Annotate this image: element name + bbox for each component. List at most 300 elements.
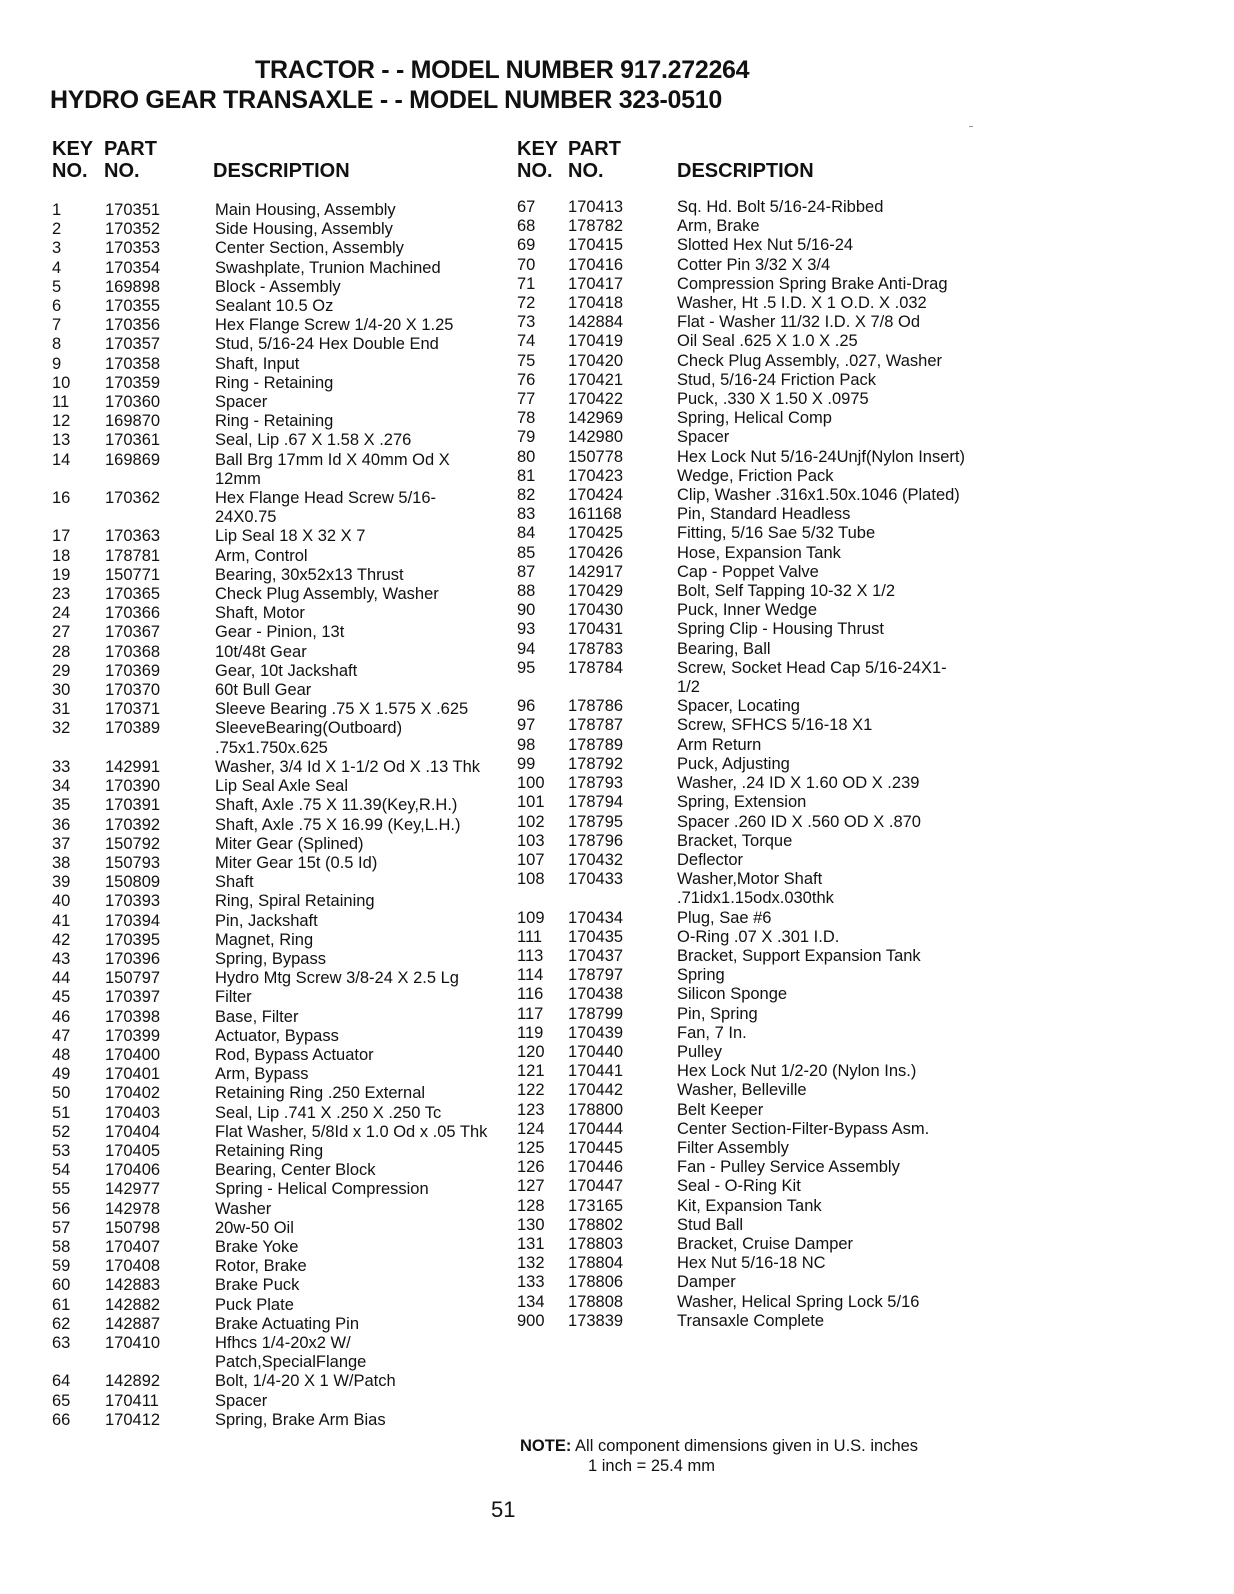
part-no: 173839	[568, 1311, 624, 1330]
table-row	[52, 1257, 497, 1276]
key-no: 123	[517, 1100, 545, 1119]
part-no: 142978	[105, 1199, 161, 1218]
part-description: Hose, Expansion Tank	[677, 543, 841, 562]
note-conversion: 1 inch = 25.4 mm	[588, 1456, 716, 1475]
part-no: 170439	[568, 1023, 624, 1042]
key-no: 10	[52, 373, 71, 392]
table-row	[517, 640, 965, 659]
part-description: Fan - Pulley Service Assembly	[677, 1158, 900, 1177]
key-no: 47	[52, 1026, 71, 1045]
part-no: 170393	[105, 892, 161, 911]
key-no: 46	[52, 1007, 71, 1026]
part-description: Check Plug Assembly, Washer	[215, 585, 439, 604]
part-no: 170420	[568, 351, 624, 370]
part-no: 170441	[568, 1062, 624, 1081]
part-description: Miter Gear 15t (0.5 Id)	[215, 853, 378, 872]
key-no: 51	[52, 1103, 71, 1122]
key-no: 57	[52, 1218, 71, 1237]
key-no: 5	[52, 277, 62, 296]
part-no: 150798	[105, 1218, 161, 1237]
key-no: 81	[517, 466, 536, 485]
part-no: 170422	[568, 390, 624, 409]
key-no: 11	[52, 393, 70, 412]
table-row	[517, 1120, 965, 1139]
part-description: Flat - Washer 11/32 I.D. X 7/8 Od	[677, 313, 921, 332]
key-no: 59	[52, 1257, 71, 1276]
table-row	[52, 585, 497, 604]
part-description: Hex Lock Nut 1/2-20 (Nylon Ins.)	[677, 1062, 917, 1081]
header-description: DESCRIPTION	[213, 160, 350, 182]
key-no: 50	[52, 1084, 71, 1103]
part-description: Bracket, Torque	[677, 831, 793, 850]
table-row	[517, 620, 965, 639]
table-row	[52, 335, 497, 354]
part-no: 170389	[105, 719, 161, 738]
key-no: 13	[52, 431, 71, 450]
key-no: 64	[52, 1372, 71, 1391]
part-description: Bearing, Center Block	[215, 1161, 376, 1180]
table-row	[52, 1296, 497, 1315]
part-no: 142991	[105, 757, 161, 776]
key-no: 79	[517, 428, 536, 447]
table-row	[517, 1043, 965, 1062]
part-description: Ring - Retaining	[215, 373, 334, 392]
table-row	[517, 659, 965, 697]
part-no: 170413	[568, 198, 624, 216]
part-description: Screw, Socket Head Cap 5/16-24X1-1/2	[677, 658, 947, 697]
part-description: Hex Lock Nut 5/16-24Unjf(Nylon Insert)	[677, 447, 965, 466]
table-row	[52, 1046, 497, 1065]
part-description: Gear, 10t Jackshaft	[215, 661, 358, 680]
part-description: Retaining Ring	[215, 1141, 324, 1160]
part-description: Belt Keeper	[677, 1100, 764, 1119]
part-no: 170354	[105, 258, 161, 277]
part-no: 170368	[105, 642, 161, 661]
key-no: 134	[517, 1292, 545, 1311]
table-row	[517, 1101, 965, 1120]
header-description: DESCRIPTION	[677, 160, 814, 182]
table-row	[52, 758, 497, 777]
part-no: 170438	[568, 985, 624, 1004]
part-no: 170442	[568, 1081, 624, 1100]
part-description: 60t Bull Gear	[215, 681, 312, 700]
part-no: 170392	[105, 815, 161, 834]
table-row	[517, 755, 965, 774]
part-description: Spacer	[677, 428, 730, 447]
part-description: Plug, Sae #6	[677, 908, 772, 927]
table-row	[52, 201, 497, 220]
table-row	[517, 1254, 965, 1273]
key-no: 28	[52, 642, 71, 661]
key-no: 8	[52, 335, 62, 354]
part-no: 178792	[568, 754, 624, 773]
part-no: 170440	[568, 1042, 624, 1061]
part-no: 178789	[568, 735, 624, 754]
part-no: 170424	[568, 486, 624, 505]
key-no: 87	[517, 562, 536, 581]
part-description: Seal, Lip .741 X .250 X .250 Tc	[215, 1103, 442, 1122]
part-description: Deflector	[677, 850, 744, 869]
table-row	[517, 909, 965, 928]
part-no: 142977	[105, 1180, 161, 1199]
part-description: Filter	[215, 988, 252, 1007]
key-no: 45	[52, 988, 71, 1007]
key-no: 77	[517, 390, 536, 409]
table-row	[517, 371, 965, 390]
key-no: 101	[517, 793, 545, 812]
key-no: 122	[517, 1081, 545, 1100]
table-row	[517, 851, 965, 870]
part-description: Bolt, Self Tapping 10-32 X 1/2	[677, 582, 896, 601]
part-description: Block - Assembly	[215, 277, 341, 296]
table-row	[52, 547, 497, 566]
part-description: Pin, Standard Headless	[677, 505, 851, 524]
table-row	[517, 428, 965, 447]
table-row	[517, 544, 965, 563]
table-row	[52, 816, 497, 835]
part-description: Puck, Adjusting	[677, 754, 790, 773]
key-no: 120	[517, 1042, 545, 1061]
part-description: Spring, Extension	[677, 793, 807, 812]
part-no: 150792	[105, 834, 161, 853]
table-row	[52, 623, 497, 642]
table-row	[52, 950, 497, 969]
table-row	[52, 912, 497, 931]
table-row	[52, 1411, 497, 1430]
part-no: 170397	[105, 988, 161, 1007]
table-row	[52, 643, 497, 662]
part-description: Magnet, Ring	[215, 930, 314, 949]
part-no: 170359	[105, 373, 161, 392]
key-no: 4	[52, 258, 62, 277]
part-no: 170444	[568, 1119, 624, 1138]
part-description: Bracket, Cruise Damper	[677, 1234, 854, 1253]
part-no: 170425	[568, 524, 624, 543]
part-no: 170411	[105, 1391, 159, 1410]
part-no: 170399	[105, 1026, 161, 1045]
part-description: Stud, 5/16-24 Friction Pack	[677, 370, 877, 389]
note-text: All component dimensions given in U.S. inches	[575, 1437, 919, 1455]
key-no: 55	[52, 1180, 71, 1199]
key-no: 99	[517, 754, 536, 773]
table-row	[52, 297, 497, 316]
part-no: 142980	[568, 428, 624, 447]
key-no: 85	[517, 543, 536, 562]
part-description: Flat Washer, 5/8Id x 1.0 Od x .05 Thk	[215, 1122, 488, 1141]
table-row	[517, 928, 965, 947]
part-description: Washer	[215, 1199, 272, 1218]
key-no: 2	[52, 220, 62, 239]
key-no: 60	[52, 1276, 71, 1295]
table-row	[52, 604, 497, 623]
part-no: 170406	[105, 1161, 161, 1180]
part-no: 170391	[105, 796, 161, 815]
parts-list-right	[517, 198, 965, 1331]
table-row	[517, 1312, 965, 1331]
part-no: 142887	[105, 1314, 161, 1333]
table-row	[517, 409, 965, 428]
part-description: Spacer	[215, 393, 268, 412]
part-description: Spring, Brake Arm Bias	[215, 1410, 386, 1429]
part-no: 170410	[105, 1333, 161, 1352]
key-no: 113	[517, 946, 544, 965]
table-row	[517, 563, 965, 582]
key-no: 41	[52, 911, 71, 930]
table-row	[52, 278, 497, 297]
table-row	[52, 1008, 497, 1027]
table-row	[517, 1216, 965, 1235]
table-row	[517, 524, 965, 543]
key-no: 117	[517, 1004, 544, 1023]
part-description: Spring, Helical Comp	[677, 409, 832, 428]
part-description: Damper	[677, 1273, 736, 1292]
key-no: 75	[517, 351, 536, 370]
table-row	[52, 393, 497, 412]
key-no: 68	[517, 217, 536, 236]
part-description: Pin, Spring	[677, 1004, 758, 1023]
table-row	[517, 601, 965, 620]
table-row	[517, 313, 965, 332]
part-no: 170423	[568, 466, 624, 485]
part-description: Compression Spring Brake Anti-Drag	[677, 274, 948, 293]
table-row	[52, 1161, 497, 1180]
part-description: Arm, Brake	[677, 217, 760, 236]
table-row	[52, 566, 497, 585]
key-no: 35	[52, 796, 71, 815]
key-no: 83	[517, 505, 536, 524]
part-no: 170418	[568, 294, 624, 313]
part-description: Bearing, Ball	[677, 639, 771, 658]
part-description: Washer, .24 ID X 1.60 OD X .239	[677, 774, 920, 793]
part-description: Shaft, Axle .75 X 11.39(Key,R.H.)	[215, 796, 458, 815]
key-no: 9	[52, 354, 62, 373]
part-description: Transaxle Complete	[677, 1311, 825, 1330]
key-no: 126	[517, 1158, 545, 1177]
key-no: 31	[52, 700, 71, 719]
part-no: 170390	[105, 777, 161, 796]
key-no: 103	[517, 831, 545, 850]
part-description: Ball Brg 17mm Id X 40mm Od X 12mm	[215, 450, 450, 488]
part-no: 170402	[105, 1084, 161, 1103]
part-description: Brake Puck	[215, 1276, 300, 1295]
part-no: 178794	[568, 793, 624, 812]
part-no: 170407	[105, 1237, 161, 1256]
part-description: Silicon Sponge	[677, 985, 788, 1004]
part-description: Slotted Hex Nut 5/16-24	[677, 236, 854, 255]
part-description: Hex Nut 5/16-18 NC	[677, 1254, 826, 1273]
key-no: 119	[517, 1023, 544, 1042]
part-no: 170369	[105, 661, 161, 680]
part-no: 150809	[105, 873, 161, 892]
table-row	[52, 489, 497, 527]
part-description: Spacer .260 ID X .560 OD X .870	[677, 812, 921, 831]
key-no: 90	[517, 601, 536, 620]
part-no: 170394	[105, 911, 161, 930]
header-key-no: KEY NO.	[52, 138, 94, 182]
key-no: 37	[52, 834, 71, 853]
part-no: 170365	[105, 585, 161, 604]
page-number: 51	[491, 1497, 516, 1522]
key-no: 27	[52, 623, 71, 642]
key-no: 61	[52, 1295, 71, 1314]
part-no: 178783	[568, 639, 624, 658]
part-description: Brake Yoke	[215, 1237, 299, 1256]
part-description: 20w-50 Oil	[215, 1218, 294, 1237]
table-row	[52, 931, 497, 950]
part-description: Hydro Mtg Screw 3/8-24 X 2.5 Lg	[215, 969, 459, 988]
key-no: 74	[517, 332, 536, 351]
key-no: 100	[517, 774, 545, 793]
part-no: 170356	[105, 316, 161, 335]
key-no: 84	[517, 524, 536, 543]
part-description: Shaft, Motor	[215, 604, 305, 623]
part-description: Actuator, Bypass	[215, 1026, 339, 1045]
part-no: 170360	[105, 393, 161, 412]
part-no: 178804	[568, 1254, 624, 1273]
table-row	[52, 873, 497, 892]
table-row	[517, 1024, 965, 1043]
part-no: 170362	[105, 489, 161, 508]
table-row	[52, 1372, 497, 1391]
part-description: O-Ring .07 X .301 I.D.	[677, 927, 840, 946]
part-description: Fitting, 5/16 Sae 5/32 Tube	[677, 524, 876, 543]
part-no: 170404	[105, 1122, 161, 1141]
part-description: Ring - Retaining	[215, 412, 334, 431]
table-row	[52, 969, 497, 988]
part-no: 170446	[568, 1158, 624, 1177]
key-no: 40	[52, 892, 71, 911]
part-no: 142969	[568, 409, 624, 428]
table-row	[52, 1142, 497, 1161]
part-description: Washer, Ht .5 I.D. X 1 O.D. X .032	[677, 294, 927, 313]
part-description: SleeveBearing(Outboard) .75x1.750x.625	[215, 719, 403, 757]
key-no: 65	[52, 1391, 71, 1410]
part-no: 170435	[568, 927, 624, 946]
key-no: 71	[517, 274, 536, 293]
part-no: 178784	[568, 658, 624, 677]
key-no: 72	[517, 294, 536, 313]
key-no: 58	[52, 1237, 71, 1256]
table-row	[52, 1104, 497, 1123]
part-no: 178802	[568, 1215, 624, 1234]
part-description: Fan, 7 In.	[677, 1023, 747, 1042]
key-no: 70	[517, 255, 536, 274]
part-description: Center Section, Assembly	[215, 239, 404, 258]
key-no: 3	[52, 239, 62, 258]
key-no: 36	[52, 815, 71, 834]
key-no: 24	[52, 604, 71, 623]
table-row	[52, 1334, 497, 1372]
key-no: 69	[517, 236, 536, 255]
table-row	[52, 239, 497, 258]
part-description: 10t/48t Gear	[215, 642, 307, 661]
part-no: 150793	[105, 853, 161, 872]
key-no: 16	[52, 489, 71, 508]
part-no: 142884	[568, 313, 624, 332]
table-row	[52, 1219, 497, 1238]
key-no: 49	[52, 1065, 71, 1084]
part-no: 170401	[105, 1065, 161, 1084]
key-no: 97	[517, 716, 536, 735]
part-description: Shaft, Input	[215, 354, 300, 373]
key-no: 34	[52, 777, 71, 796]
key-no: 82	[517, 486, 536, 505]
table-row	[517, 1273, 965, 1292]
part-no: 150771	[105, 565, 161, 584]
part-no: 170355	[105, 297, 161, 316]
part-no: 170430	[568, 601, 624, 620]
table-row	[52, 1276, 497, 1295]
part-description: Spacer, Locating	[677, 697, 800, 716]
part-no: 150797	[105, 969, 161, 988]
key-no: 95	[517, 658, 536, 677]
key-no: 14	[52, 450, 71, 469]
part-description: Spring Clip - Housing Thrust	[677, 620, 884, 639]
part-no: 170431	[568, 620, 624, 639]
part-no: 170371	[105, 700, 161, 719]
part-description: Check Plug Assembly, .027, Washer	[677, 351, 943, 370]
part-description: Retaining Ring .250 External	[215, 1084, 426, 1103]
part-description: Pulley	[677, 1042, 722, 1061]
part-no: 170433	[568, 870, 624, 889]
part-no: 169870	[105, 412, 161, 431]
key-no: 48	[52, 1045, 71, 1064]
part-description: Kit, Expansion Tank	[677, 1196, 822, 1215]
part-description: Pin, Jackshaft	[215, 911, 318, 930]
table-row	[517, 736, 965, 755]
part-description: Miter Gear (Splined)	[215, 834, 364, 853]
part-description: Puck Plate	[215, 1295, 294, 1314]
key-no: 109	[517, 908, 545, 927]
table-row	[52, 1027, 497, 1046]
part-description: Puck, .330 X 1.50 X .0975	[677, 390, 869, 409]
key-no: 1	[52, 201, 62, 219]
table-row	[517, 1158, 965, 1177]
table-row	[517, 505, 965, 524]
key-no: 116	[517, 985, 544, 1004]
key-no: 132	[517, 1254, 545, 1273]
part-description: Spring, Bypass	[215, 949, 326, 968]
table-row	[52, 796, 497, 815]
part-no: 170437	[568, 946, 624, 965]
part-description: Lip Seal 18 X 32 X 7	[215, 527, 366, 546]
table-row	[517, 294, 965, 313]
key-no: 107	[517, 850, 545, 869]
key-no: 67	[517, 198, 536, 216]
table-row	[517, 448, 965, 467]
key-no: 80	[517, 447, 536, 466]
part-no: 169869	[105, 450, 161, 469]
key-no: 98	[517, 735, 536, 754]
part-no: 142917	[568, 562, 624, 581]
part-no: 170405	[105, 1141, 161, 1160]
part-description: Center Section-Filter-Bypass Asm.	[677, 1119, 930, 1138]
part-no: 142892	[105, 1372, 161, 1391]
part-description: Seal - O-Ring Kit	[677, 1177, 801, 1196]
key-no: 6	[52, 297, 62, 316]
part-no: 170432	[568, 850, 624, 869]
part-description: Clip, Washer .316x1.50x.1046 (Plated)	[677, 486, 960, 505]
part-description: Spring	[677, 966, 725, 985]
table-row	[517, 947, 965, 966]
table-row	[52, 355, 497, 374]
key-no: 62	[52, 1314, 71, 1333]
table-row	[517, 390, 965, 409]
part-no: 178800	[568, 1100, 624, 1119]
table-row	[517, 198, 965, 217]
part-no: 170400	[105, 1045, 161, 1064]
table-row	[517, 352, 965, 371]
